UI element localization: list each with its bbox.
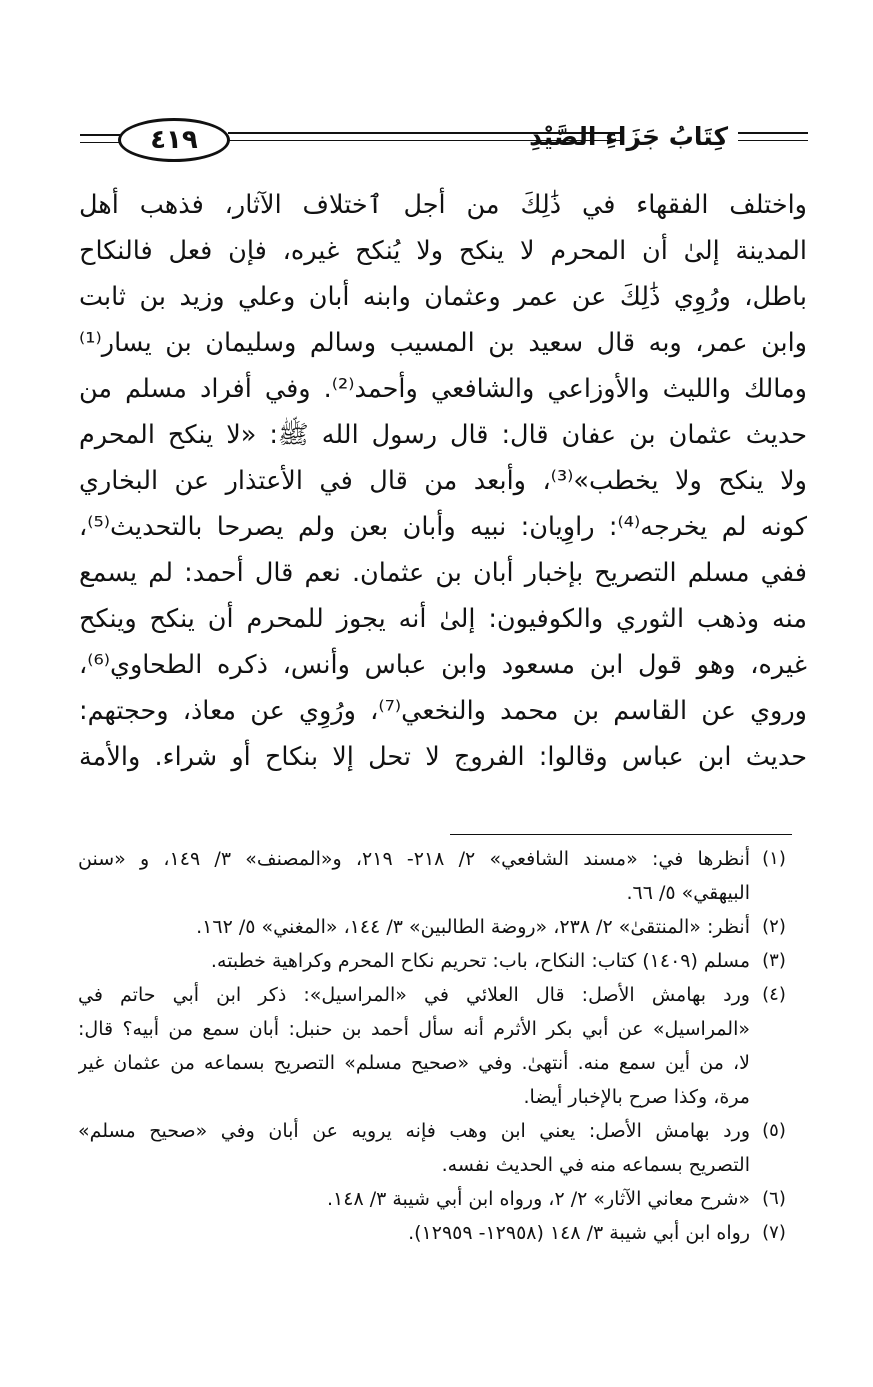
footnote-line: ورد بهامش الأصل: قال العلائي في «المراسيل»: ذكر ابن أبي حاتم في: [78, 984, 750, 1006]
footnote: [78, 1216, 794, 1250]
text-line: حديث ابن عباس وقالوا: الفروج لا تحل إلا بنكاح أو شراء. والأمة: [79, 742, 807, 772]
main-text: [79, 182, 807, 780]
header-rule-right-bottom: [738, 140, 808, 141]
header-rule-right-top: [738, 132, 808, 134]
footnote: [78, 1182, 794, 1216]
text-line: المدينة إلىٰ أن المحرم لا ينكح ولا يُنكح غيره، فإن فعل فالنكاح: [79, 236, 807, 266]
footnote-number: (٢): [762, 916, 786, 937]
page-header: [80, 118, 808, 164]
footnote-line: ورد بهامش الأصل: يعني ابن وهب فإنه يرويه عن أبان وفي «صحيح مسلم»: [78, 1120, 750, 1142]
text-line: ففي مسلم التصريح بإخبار أبان بن عثمان. نعم قال أحمد: لم يسمع: [79, 558, 807, 588]
footnote-number: (٦): [762, 1188, 786, 1209]
text-line: وابن عمر، وبه قال سعيد بن المسيب وسالم وسليمان بن يسار⁽¹⁾: [79, 328, 807, 358]
footnote-number: (٤): [762, 984, 786, 1005]
text-line: باطل، ورُوِي ذَٰلِكَ عن عمر وعثمان وابنه أبان وعلي وزيد بن ثابت: [79, 282, 807, 312]
footnote-line: مرة، وكذا صرح بالإخبار أيضا.: [523, 1086, 750, 1108]
footnote-line: مسلم (١٤٠٩) كتاب: النكاح، باب: تحريم نكاح المحرم وكراهية خطبته.: [210, 950, 750, 972]
footnote-number: (٧): [762, 1222, 786, 1243]
text-line: حديث عثمان بن عفان قال: قال رسول الله ﷺ: «لا ينكح المحرم: [79, 420, 807, 450]
footnote-line: أنظر: «المنتقىٰ» ٢/ ٢٣٨، «روضة الطالبين» ٣/ ١٤٤، «المغني» ٥/ ١٦٢.: [196, 916, 750, 938]
footnote-number: (٣): [762, 950, 786, 971]
footnote-separator: [450, 834, 792, 835]
text-line: ومالك والليث والأوزاعي والشافعي وأحمد⁽²⁾. وفي أفراد مسلم من: [79, 374, 807, 404]
running-title: كِتَابُ جَزَاءِ الصَّيْدِ: [529, 122, 728, 151]
footnotes: [78, 842, 794, 1250]
text-line: منه وذهب الثوري والكوفيون: إلىٰ أنه يجوز للمحرم أن ينكح وينكح: [79, 604, 807, 634]
footnote-line: «المراسيل» عن أبي بكر الأثرم أنه سأل أحمد بن حنبل: أبان سمع من أبيه؟ قال:: [78, 1018, 750, 1040]
text-line: وروي عن القاسم بن محمد والنخعي⁽⁷⁾، ورُوِي عن معاذ، وحجتهم:: [79, 696, 807, 726]
footnote: [78, 1114, 794, 1182]
page-number: ٤١٩: [118, 118, 230, 162]
footnote-line: التصريح بسماعه منه في الحديث نفسه.: [441, 1154, 750, 1176]
footnote-number: (٥): [762, 1120, 786, 1141]
footnote: [78, 978, 794, 1114]
header-rule-left-top: [80, 134, 120, 136]
footnote: [78, 910, 794, 944]
footnote-number: (١): [762, 848, 786, 869]
text-line: واختلف الفقهاء في ذَٰلِكَ من أجل ٱختلاف الآثار، فذهب أهل: [79, 190, 807, 220]
footnote: [78, 944, 794, 978]
text-line: ولا ينكح ولا يخطب»⁽³⁾، وأبعد من قال في الأعتذار عن البخاري: [79, 466, 807, 496]
footnote: [78, 842, 794, 910]
text-line: كونه لم يخرجه⁽⁴⁾: راوِيان: نبيه وأبان بعن ولم يصرحا بالتحديث⁽⁵⁾،: [79, 512, 807, 542]
footnote-line: «شرح معاني الآثار» ٢/ ٢، ورواه ابن أبي شيبة ٣/ ١٤٨.: [326, 1188, 750, 1210]
text-line: غيره، وهو قول ابن مسعود وابن عباس وأنس، ذكره الطحاوي⁽⁶⁾،: [79, 650, 807, 680]
footnote-line: أنظرها في: «مسند الشافعي» ٢/ ٢١٨- ٢١٩، و«المصنف» ٣/ ١٤٩، و «سنن: [78, 848, 750, 870]
footnote-line: لا، من أين سمع منه. أنتهىٰ. وفي «صحيح مسلم» التصريح بسماعه من عثمان غير: [78, 1052, 750, 1074]
header-rule-left-bottom: [80, 142, 120, 143]
footnote-line: رواه ابن أبي شيبة ٣/ ١٤٨ (١٢٩٥٨- ١٢٩٥٩).: [408, 1222, 750, 1244]
footnote-line: البيهقي» ٥/ ٦٦.: [626, 882, 750, 904]
